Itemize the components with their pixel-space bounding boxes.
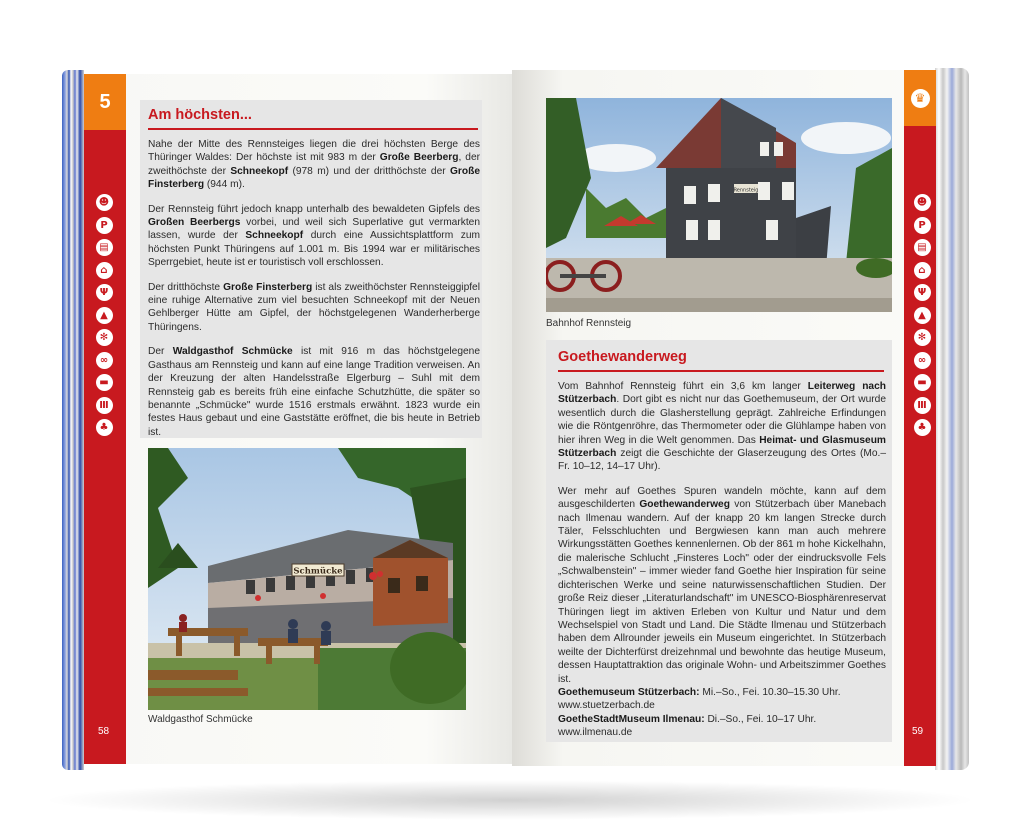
parking-icon: P (914, 217, 931, 234)
page-number-right: 59 (912, 726, 924, 737)
bus-icon: ▤ (914, 239, 931, 256)
museum-1-line: Goethemuseum Stützerbach: Mi.–So., Fei. 10.30–15.30 Uhr. (558, 686, 841, 698)
left-icon-column (93, 194, 115, 442)
bus-icon: ▤ (96, 239, 113, 256)
bear-icon: ☻ (914, 194, 931, 211)
chapter-tab: 5 (84, 74, 126, 130)
bed-icon: ▬ (914, 374, 931, 391)
museum-icon: Ⅲ (914, 397, 931, 414)
snowflake-icon: ✻ (914, 329, 931, 346)
caption-right: Bahnhof Rennsteig (546, 318, 632, 329)
bear-icon: ☻ (96, 194, 113, 211)
museum-2-url[interactable]: www.ilmenau.de (558, 727, 633, 739)
box-body (558, 380, 886, 740)
box-title: Goethewanderweg (558, 349, 687, 365)
restaurant-icon: ⌂ (96, 262, 113, 279)
paragraph-2: Der Rennsteig führt jedoch knapp unterhalb des bewaldeten Gipfels des Großen Beerbergs vorbei, und weil sich Superlative gut vermarkten lassen, wurde der Schneekopf durch eine Aussichtsplattform zum höchsten Punkt Thüringens auf 1.001 m. Bis 1994 war er militärisches Sperrgebiet, heute ist er touristisch voll erschlossen. (148, 203, 480, 269)
cutlery-icon: Ψ (96, 284, 113, 301)
box-body (148, 138, 480, 439)
paragraph-1: Vom Bahnhof Rennsteig führt ein 3,6 km langer Leiterweg nach Stützerbach. Dort gibt es nicht nur das Goethemuseum, der Ort wurde wesentlich durch die Glasherstellung geprägt. Zahlreiche Erfindungen wie die Röntgenröhre, das Thermometer oder die Glühlampe haben von hier ihren Weg in die Welt genommen. Das Heimat- und Glasmuseum Stützerbach zeigt die Geschichte der Glaserzeugung des Ortes (Mo.–Fr. 10–12, 14–17 Uhr). (558, 381, 886, 473)
restaurant-icon: ⌂ (914, 262, 931, 279)
bed-icon: ▬ (96, 374, 113, 391)
page-number-left: 58 (98, 726, 110, 737)
title-rule (558, 370, 884, 372)
crown-icon: ♛ (911, 89, 930, 108)
mountain-icon: ▲ (96, 307, 113, 324)
info-box-goethewanderweg (546, 340, 892, 742)
photo-bahnhof-rennsteig (546, 98, 892, 312)
page-stack-right (935, 68, 969, 770)
info-box-highest (140, 100, 482, 438)
paragraph-1: Nahe der Mitte des Rennsteiges liegen die drei höchsten Berge des Thüringer Waldes: Der höchste ist mit 983 m der Große Beerberg, der zweithöchste der Schneekopf (978 m) und der dritthöchste der Große Finsterberg (944 m). (148, 139, 481, 191)
parking-icon: P (96, 217, 113, 234)
museum-1-url[interactable]: www.stuetzerbach.de (558, 700, 655, 712)
photo-sign: Schmücke (293, 566, 343, 577)
museum-2-line: GoetheStadtMuseum Ilmenau: Di.–So., Fei. 10–17 Uhr. (558, 713, 817, 725)
box-title: Am höchsten... (148, 107, 252, 123)
cutlery-icon: Ψ (914, 284, 931, 301)
right-icon-column (911, 194, 933, 442)
photo-waldgasthof-schmuecke (148, 448, 466, 710)
tree-icon: ♣ (96, 419, 113, 436)
book-shadow (40, 780, 980, 820)
paragraph-3: Der dritthöchste Große Finsterberg ist als zweithöchster Rennsteiggipfel eine ruhige Alternative zum viel besuchten Schneekopf mit der Neuen Gehlberger Hütte am Gipfel, der höchstgelegenen Wanderherberge Thüringens. (148, 281, 480, 333)
title-rule (148, 128, 478, 130)
photo-sign: Rennsteig (733, 187, 759, 194)
museum-icon: Ⅲ (96, 397, 113, 414)
paragraph-4: Der Waldgasthof Schmücke ist mit 916 m das höchstgelegene Gasthaus am Rennsteig und kann auf eine lange Tradition verweisen. An der Kreuzung der alten Handelsstraße Elgerburg – Suhl mit dem Rennsteig gab es bereits früh eine einfache Schutzhütte, die später so benannte „Schmücke" wurde 1516 erstmals erwähnt. 1823 wurde ein festes Haus gebaut und eine Gaststätte eröffnet, die bis heute in Betrieb ist. (148, 346, 480, 438)
tree-icon: ♣ (914, 419, 931, 436)
paragraph-2: Wer mehr auf Goethes Spuren wandeln möchte, kann auf dem ausgeschilderten Goethewanderweg von Stützerbach über Manebach nach Ilmenau wandern. Auf der knapp 20 km langen Strecke durch Täler, Felsschluchten und Bergwiesen kann man auch mehrere Wirkungsstätten Goethes kennenlernen. Ob der 861 m hohe Kickelhahn, die malerische Schlucht „Finsteres Loch" oder der eindrucksvolle Fels „Schwalbenstein" – immer wieder fand Goethe hier Inspiration für seine dichterischen Werke und seine naturwissenschaftlichen Studien. Der große Reiz dieser „Literaturlandschaft" im UNESCO-Biosphärenreservat Thüringen liegt im aktiven Erleben von Kultur und Natur und dem Wechselspiel von Stadt und Land. Die Städte Ilmenau und Stützerbach haben dem Allrounder jeweils ein Museum eingerichtet. In Stützerbach weilte der Dichterfürst dreizehnmal und bewohnte das heutige Museum, dessen Hauptattraktion das originale Wohn- und Arbeitszimmer Goethes ist. (558, 485, 887, 685)
page-stack-left (62, 70, 84, 770)
mountain-icon: ▲ (914, 307, 931, 324)
bicycle-icon: ∞ (914, 352, 931, 369)
caption-left: Waldgasthof Schmücke (148, 714, 253, 725)
snowflake-icon: ✻ (96, 329, 113, 346)
bicycle-icon: ∞ (96, 352, 113, 369)
crown-tab (904, 70, 936, 126)
